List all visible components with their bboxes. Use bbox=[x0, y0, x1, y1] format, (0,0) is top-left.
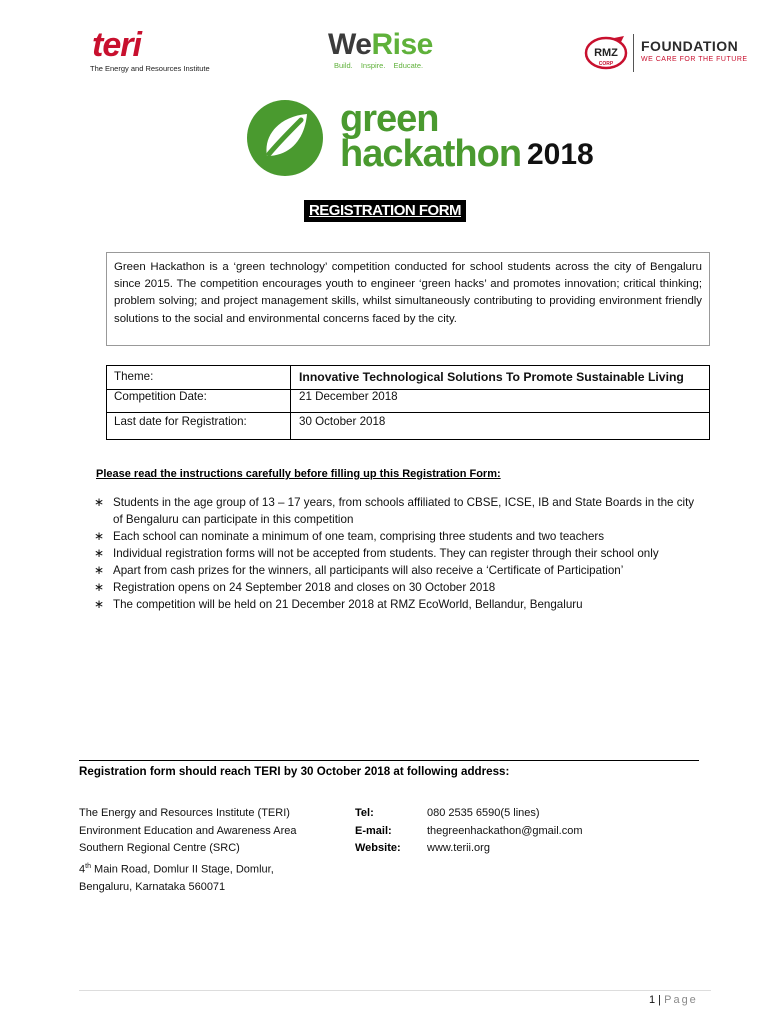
bullet-icon: ∗ bbox=[94, 580, 105, 594]
address-line: Environment Education and Awareness Area bbox=[79, 824, 297, 837]
tel-label: Tel: bbox=[355, 807, 374, 819]
werise-rise: Rise bbox=[371, 28, 433, 61]
werise-logo bbox=[328, 28, 443, 74]
green-hackathon-word-green: green bbox=[340, 98, 439, 140]
contact-labels bbox=[355, 805, 401, 858]
instructions-list bbox=[94, 494, 704, 613]
last-date-label: Last date for Registration: bbox=[114, 415, 247, 428]
page-title: REGISTRATION FORM bbox=[304, 200, 466, 222]
instruction-text: Students in the age group of 13 – 17 years, from schools affiliated to CBSE, ICSE, IB and State Boards in the city of Bengaluru can participate in this competition bbox=[113, 496, 695, 526]
page-number: 1 | Page bbox=[649, 994, 698, 1006]
email-label: E-mail: bbox=[355, 824, 392, 837]
email-link[interactable]: thegreenhackathon@gmail.com bbox=[427, 824, 583, 837]
section-divider bbox=[79, 760, 699, 761]
teri-logo-text: teri bbox=[92, 26, 141, 64]
address-line: The Energy and Resources Institute (TERI) bbox=[79, 807, 290, 819]
submission-note: Registration form should reach TERI by 30 October 2018 at following address: bbox=[79, 765, 510, 778]
website-label: Website: bbox=[355, 842, 401, 855]
green-hackathon-leaf-icon bbox=[245, 98, 325, 178]
instruction-text: The competition will be held on 21 December 2018 at RMZ EcoWorld, Bellandur, Bengaluru bbox=[113, 598, 583, 611]
last-date-value: 30 October 2018 bbox=[299, 415, 386, 428]
rmz-divider bbox=[633, 34, 634, 72]
contact-values bbox=[427, 805, 582, 858]
footer-divider bbox=[79, 990, 711, 991]
rmz-badge-subtext: CORP bbox=[598, 61, 614, 67]
rmz-badge-text: RMZ bbox=[594, 47, 618, 59]
postal-address bbox=[79, 805, 297, 897]
rmz-foundation-text: FOUNDATION bbox=[641, 38, 739, 54]
instruction-text: Registration opens on 24 September 2018 and closes on 30 October 2018 bbox=[113, 581, 496, 594]
green-hackathon-year: 2018 bbox=[527, 138, 594, 171]
list-item bbox=[94, 528, 704, 545]
bullet-icon: ∗ bbox=[94, 563, 105, 577]
details-table bbox=[106, 365, 710, 440]
werise-we: We bbox=[328, 28, 372, 61]
theme-value: Innovative Technological Solutions To Promote Sustainable Living bbox=[299, 370, 684, 384]
green-hackathon-word-hackathon: hackathon bbox=[340, 133, 522, 175]
address-line: 4th Main Road, Domlur II Stage, Domlur, bbox=[79, 862, 274, 876]
instruction-text: Individual registration forms will not be accepted from students. They can register through their school only bbox=[113, 547, 659, 560]
instruction-text: Apart from cash prizes for the winners, all participants will also receive a ‘Certificate of Participation’ bbox=[113, 564, 624, 577]
instructions-heading: Please read the instructions carefully before filling up this Registration Form: bbox=[96, 468, 501, 480]
intro-paragraph: Green Hackathon is a ‘green technology’ competition conducted for school students across the city of Bengaluru since 2015. The competition encourages youth to engineer ‘green hacks’ and promotes innovation; critical thinking; problem solving; and project management skills, whilst simultaneously contributing to providing environment friendly solutions to the social and environmental concerns faced by the city. bbox=[106, 252, 710, 346]
table-divider-row bbox=[107, 412, 709, 413]
tel-value: 080 2535 6590(5 lines) bbox=[427, 807, 540, 819]
theme-label: Theme: bbox=[114, 370, 154, 383]
bullet-icon: ∗ bbox=[94, 597, 105, 611]
address-line: Southern Regional Centre (SRC) bbox=[79, 842, 240, 855]
rmz-badge-icon bbox=[584, 34, 628, 70]
instruction-text: Each school can nominate a minimum of one team, comprising three students and two teachers bbox=[113, 530, 605, 543]
bullet-icon: ∗ bbox=[94, 495, 105, 509]
rmz-tagline: WE CARE FOR THE FUTURE bbox=[641, 56, 748, 63]
list-item bbox=[94, 494, 704, 528]
table-divider-vertical bbox=[290, 366, 291, 439]
bullet-icon: ∗ bbox=[94, 546, 105, 560]
list-item bbox=[94, 562, 704, 579]
list-item bbox=[94, 596, 704, 613]
list-item bbox=[94, 579, 704, 596]
address-line: Bengaluru, Karnataka 560071 bbox=[79, 881, 226, 894]
website-link[interactable]: www.terii.org bbox=[427, 842, 490, 855]
werise-tagline: Build. Inspire. Educate. bbox=[334, 61, 424, 70]
list-item bbox=[94, 545, 704, 562]
bullet-icon: ∗ bbox=[94, 529, 105, 543]
teri-logo-subtitle: The Energy and Resources Institute bbox=[90, 64, 210, 73]
competition-date-label: Competition Date: bbox=[114, 390, 207, 403]
competition-date-value: 21 December 2018 bbox=[299, 390, 398, 403]
